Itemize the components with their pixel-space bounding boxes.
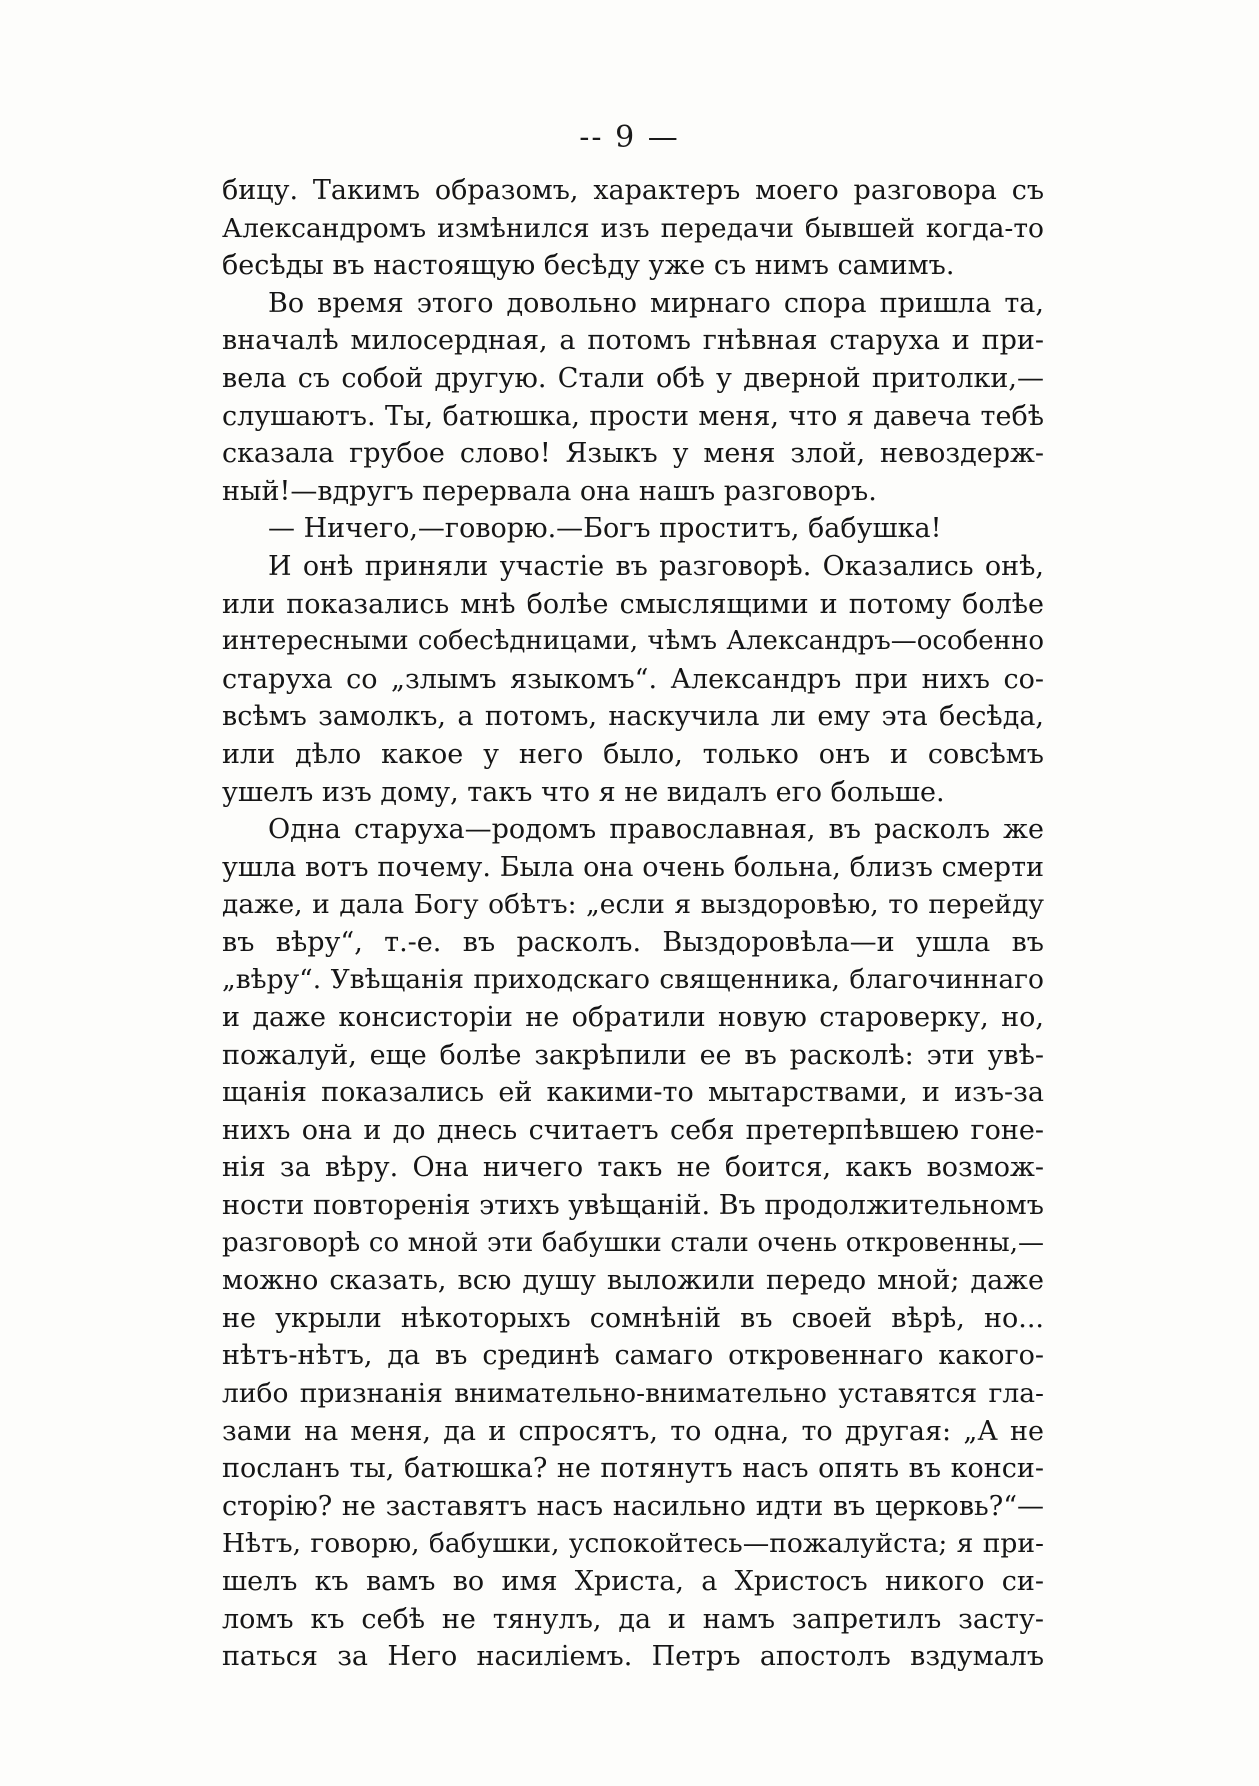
- text-line: нія за вѣру. Она ничего такъ не боится, какъ возмож-: [222, 1152, 1044, 1184]
- text-line: Нѣтъ, говорю, бабушки, успокойтесь—пожалуйста; я при-: [222, 1528, 1044, 1560]
- text-line: ушелъ изъ дому, такъ что я не видалъ его больше.: [222, 776, 945, 808]
- text-line: даже, и дала Богу обѣтъ: „если я выздоровѣю, то перейду: [222, 889, 1044, 921]
- text-line: Александромъ измѣнился изъ передачи бывшей когда-то: [222, 212, 1044, 244]
- text-line: пожалуй, еще болѣе закрѣпили ее въ расколѣ: эти увѣ-: [222, 1039, 1044, 1071]
- text-line: слушаютъ. Ты, батюшка, прости меня, что я давеча тебѣ: [222, 400, 1044, 432]
- text-line: либо признанія внимательно-внимательно уставятся гла-: [222, 1378, 1044, 1409]
- text-line: И онѣ приняли участіе въ разговорѣ. Оказались онѣ,: [268, 550, 1044, 582]
- body-text: [222, 172, 1044, 1676]
- text-line: бицу. Такимъ образомъ, характеръ моего разговора съ: [222, 175, 1044, 206]
- text-line: вела съ собой другую. Стали обѣ у дверной притолки,—: [222, 362, 1044, 394]
- text-line: всѣмъ замолкъ, а потомъ, наскучила ли ему эта бесѣда,: [222, 701, 1044, 733]
- text-line: паться за Него насиліемъ. Петръ апостолъ вздумалъ: [222, 1641, 1044, 1673]
- text-line: „вѣру“. Увѣщанія приходскаго священника, благочиннаго: [222, 964, 1044, 996]
- text-line: нихъ она и до днесь считаетъ себя претерпѣвшею гоне-: [222, 1114, 1044, 1146]
- text-line: бесѣды въ настоящую бесѣду уже съ нимъ самимъ.: [222, 250, 955, 282]
- text-line: и даже консисторіи не обратили новую староверку, но,: [222, 1002, 1044, 1034]
- text-line: зами на меня, да и спросятъ, то одна, то другая: „А не: [222, 1415, 1044, 1447]
- text-line: шелъ къ вамъ во имя Христа, а Христосъ никого си-: [222, 1565, 1044, 1597]
- page-number: -- 9 —: [579, 120, 680, 155]
- text-line: вначалѣ милосердная, а потомъ гнѣвная старуха и при-: [222, 325, 1044, 357]
- text-line: ушла вотъ почему. Была она очень больна, близъ смерти: [222, 851, 1044, 883]
- text-line: посланъ ты, батюшка? не потянутъ насъ опять въ конси-: [222, 1453, 1044, 1485]
- text-line: Во время этого довольно мирнаго спора пришла та,: [268, 287, 1044, 319]
- text-line: не укрыли нѣкоторыхъ сомнѣній въ своей вѣрѣ, но...: [222, 1302, 1044, 1334]
- text-line: Одна старуха—родомъ православная, въ расколъ же: [268, 814, 1044, 846]
- text-line: интересными собесѣдницами, чѣмъ Александръ—особенно: [222, 626, 1044, 657]
- text-line: или дѣло какое у него было, только онъ и совсѣмъ: [222, 738, 1044, 770]
- text-line: ности повторенія этихъ увѣщаній. Въ продолжительномъ: [222, 1190, 1044, 1222]
- text-line: ломъ къ себѣ не тянулъ, да и намъ запретилъ засту-: [222, 1603, 1044, 1635]
- text-line: ный!—вдругъ перервала она нашъ разговоръ.: [222, 475, 877, 507]
- text-line: въ вѣру“, т.-е. въ расколъ. Выздоровѣла—и ушла въ: [222, 926, 1044, 958]
- text-line: старуха со „злымъ языкомъ“. Александръ при нихъ со-: [222, 663, 1044, 695]
- text-line: сторію? не заставятъ насъ насильно идти въ церковь?“—: [222, 1490, 1044, 1522]
- text-line: можно сказать, всю душу выложили передо мной; даже: [222, 1265, 1044, 1297]
- text-line: нѣтъ-нѣтъ, да въ срединѣ самаго откровеннаго какого-: [222, 1340, 1044, 1372]
- text-line: разговорѣ со мной эти бабушки стали очень откровенны,—: [222, 1227, 1044, 1258]
- text-line: — Ничего,—говорю.—Богъ проститъ, бабушка!: [268, 513, 942, 545]
- text-line: щанія показались ей какими-то мытарствами, и изъ-за: [222, 1077, 1044, 1109]
- text-line: сказала грубое слово! Языкъ у меня злой, невоздерж-: [222, 438, 1044, 470]
- text-line: или показались мнѣ болѣе смыслящими и потому болѣе: [222, 588, 1044, 620]
